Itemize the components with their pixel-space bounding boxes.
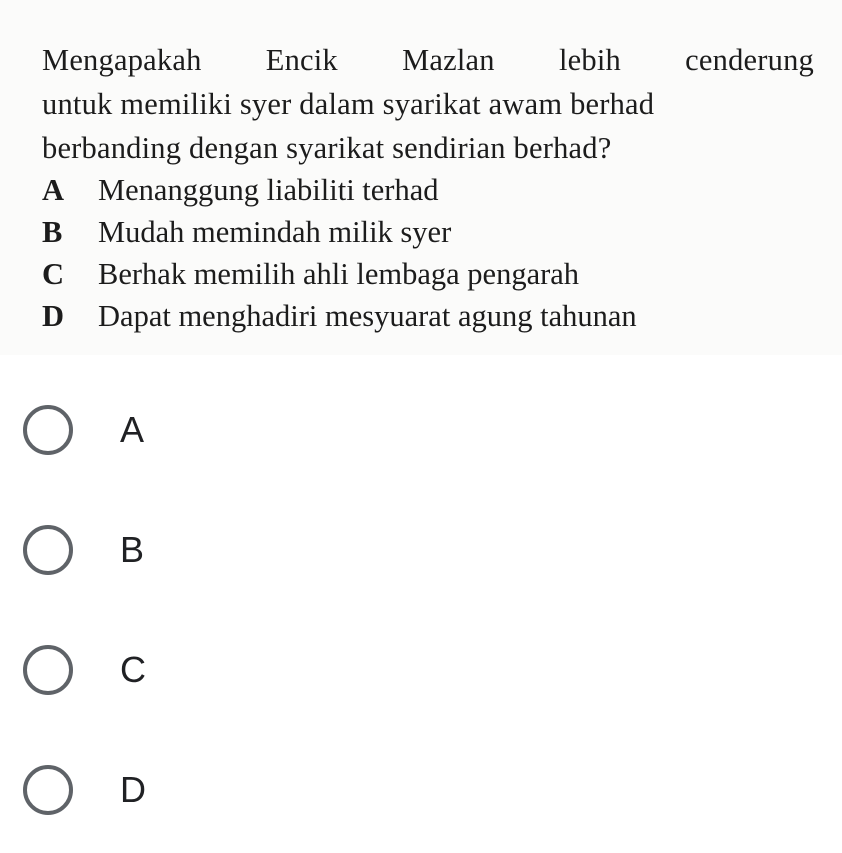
question-option-c <box>42 252 822 296</box>
option-text: Dapat menghadiri mesyuarat agung tahunan <box>98 299 637 333</box>
option-letter: D <box>42 299 65 333</box>
question-word: cenderung <box>685 43 814 77</box>
choice-a[interactable] <box>0 385 842 475</box>
choice-label-a: A <box>120 409 145 450</box>
question-option-a <box>42 168 822 212</box>
choice-d[interactable] <box>0 745 842 835</box>
option-letter: B <box>42 215 63 249</box>
question-word: Encik <box>265 43 338 77</box>
question-option-b <box>42 210 822 254</box>
question-text-line-2: untuk memiliki syer dalam syarikat awam berhad <box>42 87 655 121</box>
choice-label-d: D <box>120 769 146 810</box>
choice-b[interactable] <box>0 505 842 595</box>
question-word: Mazlan <box>402 43 495 77</box>
option-letter: C <box>42 257 65 291</box>
question-text-line-3: berbanding dengan syarikat sendirian berhad? <box>42 131 612 165</box>
radio-button-d[interactable] <box>23 765 73 815</box>
radio-button-a[interactable] <box>23 405 73 455</box>
radio-button-c[interactable] <box>23 645 73 695</box>
question-image <box>0 0 842 355</box>
question-option-d <box>42 294 822 338</box>
choice-c[interactable] <box>0 625 842 715</box>
radio-button-b[interactable] <box>23 525 73 575</box>
question-word: lebih <box>558 43 621 77</box>
question-word: Mengapakah <box>42 43 202 77</box>
option-text: Menanggung liabiliti terhad <box>98 173 439 207</box>
question-text-line-1 <box>42 38 814 82</box>
option-text: Berhak memilih ahli lembaga pengarah <box>98 257 580 291</box>
option-text: Mudah memindah milik syer <box>98 215 452 249</box>
choice-label-b: B <box>120 529 145 570</box>
option-letter: A <box>42 173 65 207</box>
choice-label-c: C <box>120 649 146 690</box>
